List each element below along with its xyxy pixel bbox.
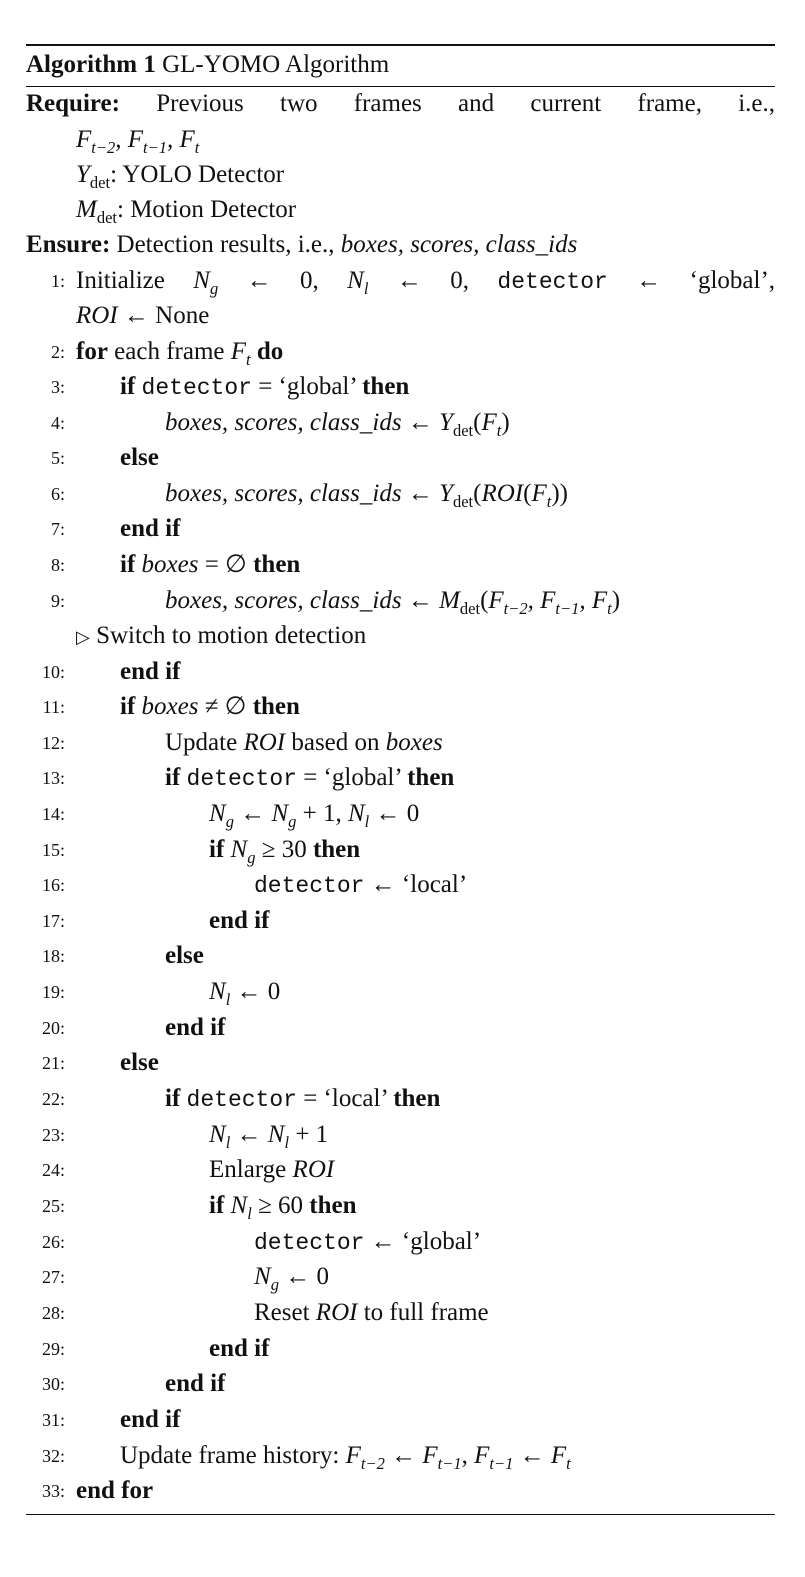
line-number: 19: — [41, 982, 65, 1002]
line-number: 26: — [41, 1232, 65, 1252]
line-number: 29: — [41, 1339, 65, 1359]
algorithm-title — [26, 46, 389, 84]
line-number: 2: — [50, 342, 65, 362]
line-number: 27: — [41, 1267, 65, 1287]
line-number: 11: — [42, 697, 65, 717]
line-number: 21: — [41, 1053, 65, 1073]
line-number: 32: — [41, 1446, 65, 1466]
ydet-desc: : YOLO Detector — [110, 161, 285, 188]
line-number: 33: — [41, 1481, 65, 1501]
line-number: 17: — [41, 911, 65, 931]
comment-text: Switch to motion detection — [96, 622, 367, 649]
line-number: 13: — [41, 768, 65, 788]
line-number: 16: — [41, 875, 65, 895]
line-number: 5: — [50, 448, 65, 468]
line-number: 9: — [50, 591, 65, 611]
line-number: 3: — [50, 377, 65, 397]
line-number: 31: — [41, 1410, 65, 1430]
line-number: 30: — [41, 1374, 65, 1394]
algorithm-label: Algorithm 1 — [26, 51, 156, 78]
line-number: 7: — [50, 519, 65, 539]
mdet-desc: : Motion Detector — [117, 196, 297, 223]
line-number: 12: — [41, 733, 65, 753]
line-number: 28: — [41, 1303, 65, 1323]
line-number: 10: — [41, 662, 65, 682]
line-number: 14: — [41, 804, 65, 824]
line-number: 25: — [41, 1196, 65, 1216]
line-number: 22: — [41, 1089, 65, 1109]
line-number: 8: — [50, 555, 65, 575]
line-number: 6: — [50, 484, 65, 504]
require-text: Previous two frames and current frame, i.e., — [156, 90, 776, 117]
ensure-text: Detection results, i.e., — [116, 231, 335, 258]
ensure-keyword: Ensure: — [26, 231, 111, 258]
line-number: 4: — [50, 413, 65, 433]
line-number: 18: — [41, 946, 65, 966]
require-keyword: Require: — [26, 90, 120, 117]
bottom-rule — [26, 1514, 775, 1515]
line-number: 24: — [41, 1160, 65, 1180]
line-number: 23: — [41, 1125, 65, 1145]
line-number: 1: — [50, 271, 65, 291]
algorithm-name: GL-YOMO Algorithm — [162, 51, 390, 78]
line-number: 15: — [41, 840, 65, 860]
line-number: 20: — [41, 1018, 65, 1038]
